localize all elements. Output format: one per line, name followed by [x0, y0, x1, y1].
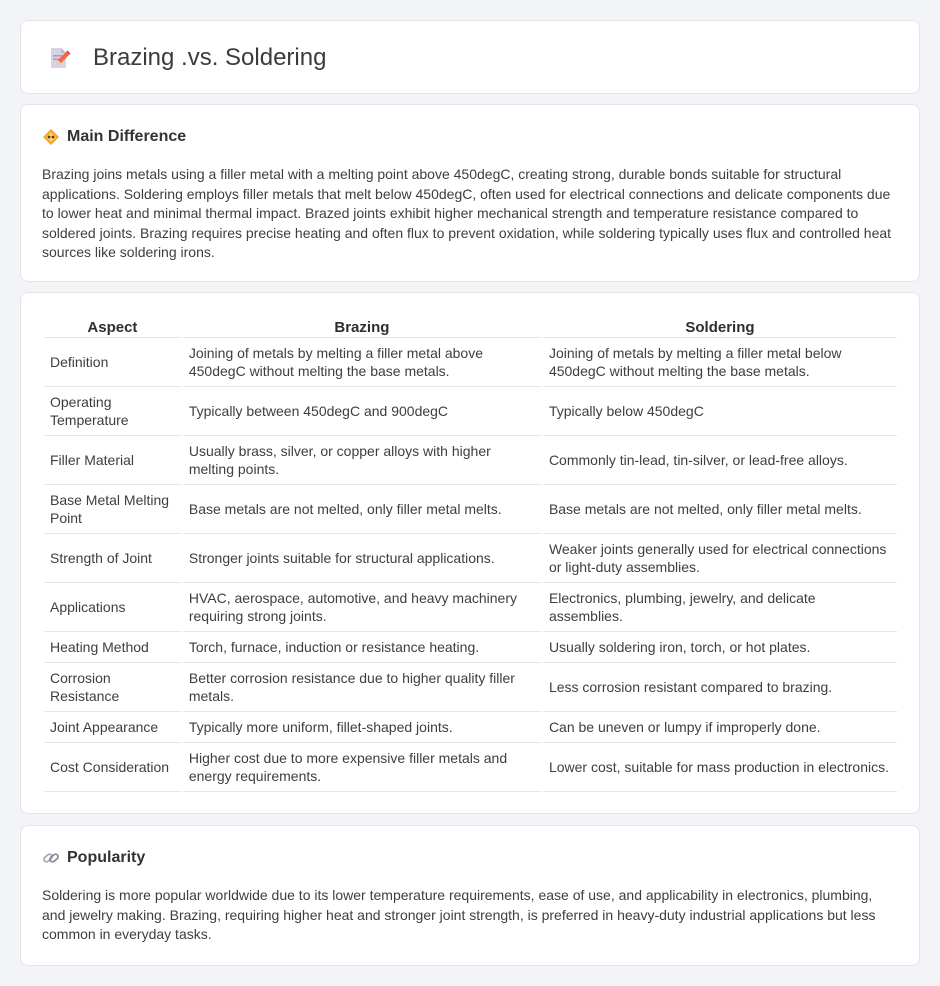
link-icon	[42, 849, 60, 867]
brazing-cell: HVAC, aerospace, automotive, and heavy machinery requiring strong joints.	[183, 583, 541, 632]
header-card	[20, 20, 920, 94]
soldering-cell: Less corrosion resistant compared to brazing.	[543, 663, 897, 712]
soldering-cell: Can be uneven or lumpy if improperly done.	[543, 712, 897, 743]
table-row	[44, 632, 897, 663]
soldering-cell: Commonly tin-lead, tin-silver, or lead-free alloys.	[543, 436, 897, 485]
brazing-cell: Base metals are not melted, only filler metal melts.	[183, 485, 541, 534]
soldering-cell: Typically below 450degC	[543, 387, 897, 436]
section-header	[42, 127, 186, 147]
aspect-cell: Base Metal Melting Point	[44, 485, 181, 534]
soldering-cell: Joining of metals by melting a filler metal below 450degC without melting the base metals.	[543, 338, 897, 387]
brazing-cell: Better corrosion resistance due to higher quality filler metals.	[183, 663, 541, 712]
brazing-cell: Torch, furnace, induction or resistance heating.	[183, 632, 541, 663]
table-row	[44, 436, 897, 485]
brazing-cell: Joining of metals by melting a filler metal above 450degC without melting the base metals.	[183, 338, 541, 387]
popularity-section	[20, 825, 920, 966]
section-text: Brazing joins metals using a filler metal with a melting point above 450degC, creating strong, durable bonds suitable for structural applications. Soldering employs filler metals that melt below 450degC, often used for electrical connections and delicate components due to lower heat and minimal thermal impact. Brazed joints exhibit higher mechanical strength and temperature resistance compared to soldered joints. Brazing requires precise heating and often flux to prevent oxidation, while soldering typically uses flux and controlled heat sources like soldering irons.	[42, 166, 892, 260]
brazing-cell: Higher cost due to more expensive filler metals and energy requirements.	[183, 743, 541, 792]
table-row	[44, 583, 897, 632]
column-header: Brazing	[183, 315, 541, 338]
soldering-cell: Base metals are not melted, only filler metal melts.	[543, 485, 897, 534]
aspect-cell: Applications	[44, 583, 181, 632]
column-header: Soldering	[543, 315, 897, 338]
table-row	[44, 663, 897, 712]
aspect-cell: Cost Consideration	[44, 743, 181, 792]
section-header	[42, 848, 145, 868]
document-edit-icon	[47, 46, 71, 70]
section-title: Main Difference	[67, 128, 187, 145]
aspect-cell: Strength of Joint	[44, 534, 181, 583]
brazing-cell: Typically more uniform, fillet-shaped joints.	[183, 712, 541, 743]
aspect-cell: Corrosion Resistance	[44, 663, 181, 712]
table-row	[44, 338, 897, 387]
aspect-cell: Operating Temperature	[44, 387, 181, 436]
table-row	[44, 712, 897, 743]
table-header-row	[44, 315, 897, 338]
section-title: Popularity	[67, 849, 146, 866]
brazing-cell: Typically between 450degC and 900degC	[183, 387, 541, 436]
soldering-cell: Weaker joints generally used for electrical connections or light-duty assemblies.	[543, 534, 897, 583]
comparison-table	[42, 315, 899, 792]
section-text: Soldering is more popular worldwide due to its lower temperature requirements, ease of use, and applicability in electronics, plumbing, and jewelry making. Brazing, requiring higher heat and stronger joint strength, is preferred in heavy-duty industrial applications but less common in everyday tasks.	[42, 887, 876, 942]
main-difference-section	[20, 104, 920, 282]
brazing-cell: Stronger joints suitable for structural applications.	[183, 534, 541, 583]
table-row	[44, 743, 897, 792]
soldering-cell: Usually soldering iron, torch, or hot plates.	[543, 632, 897, 663]
soldering-cell: Electronics, plumbing, jewelry, and delicate assemblies.	[543, 583, 897, 632]
diamond-badge-icon	[42, 128, 60, 146]
table-row	[44, 485, 897, 534]
column-header: Aspect	[44, 315, 181, 338]
soldering-cell: Lower cost, suitable for mass production in electronics.	[543, 743, 897, 792]
aspect-cell: Heating Method	[44, 632, 181, 663]
aspect-cell: Definition	[44, 338, 181, 387]
brazing-cell: Usually brass, silver, or copper alloys with higher melting points.	[183, 436, 541, 485]
table-row	[44, 387, 897, 436]
comparison-section	[20, 292, 920, 814]
aspect-cell: Joint Appearance	[44, 712, 181, 743]
aspect-cell: Filler Material	[44, 436, 181, 485]
table-row	[44, 534, 897, 583]
page-title: Brazing .vs. Soldering	[93, 44, 327, 71]
